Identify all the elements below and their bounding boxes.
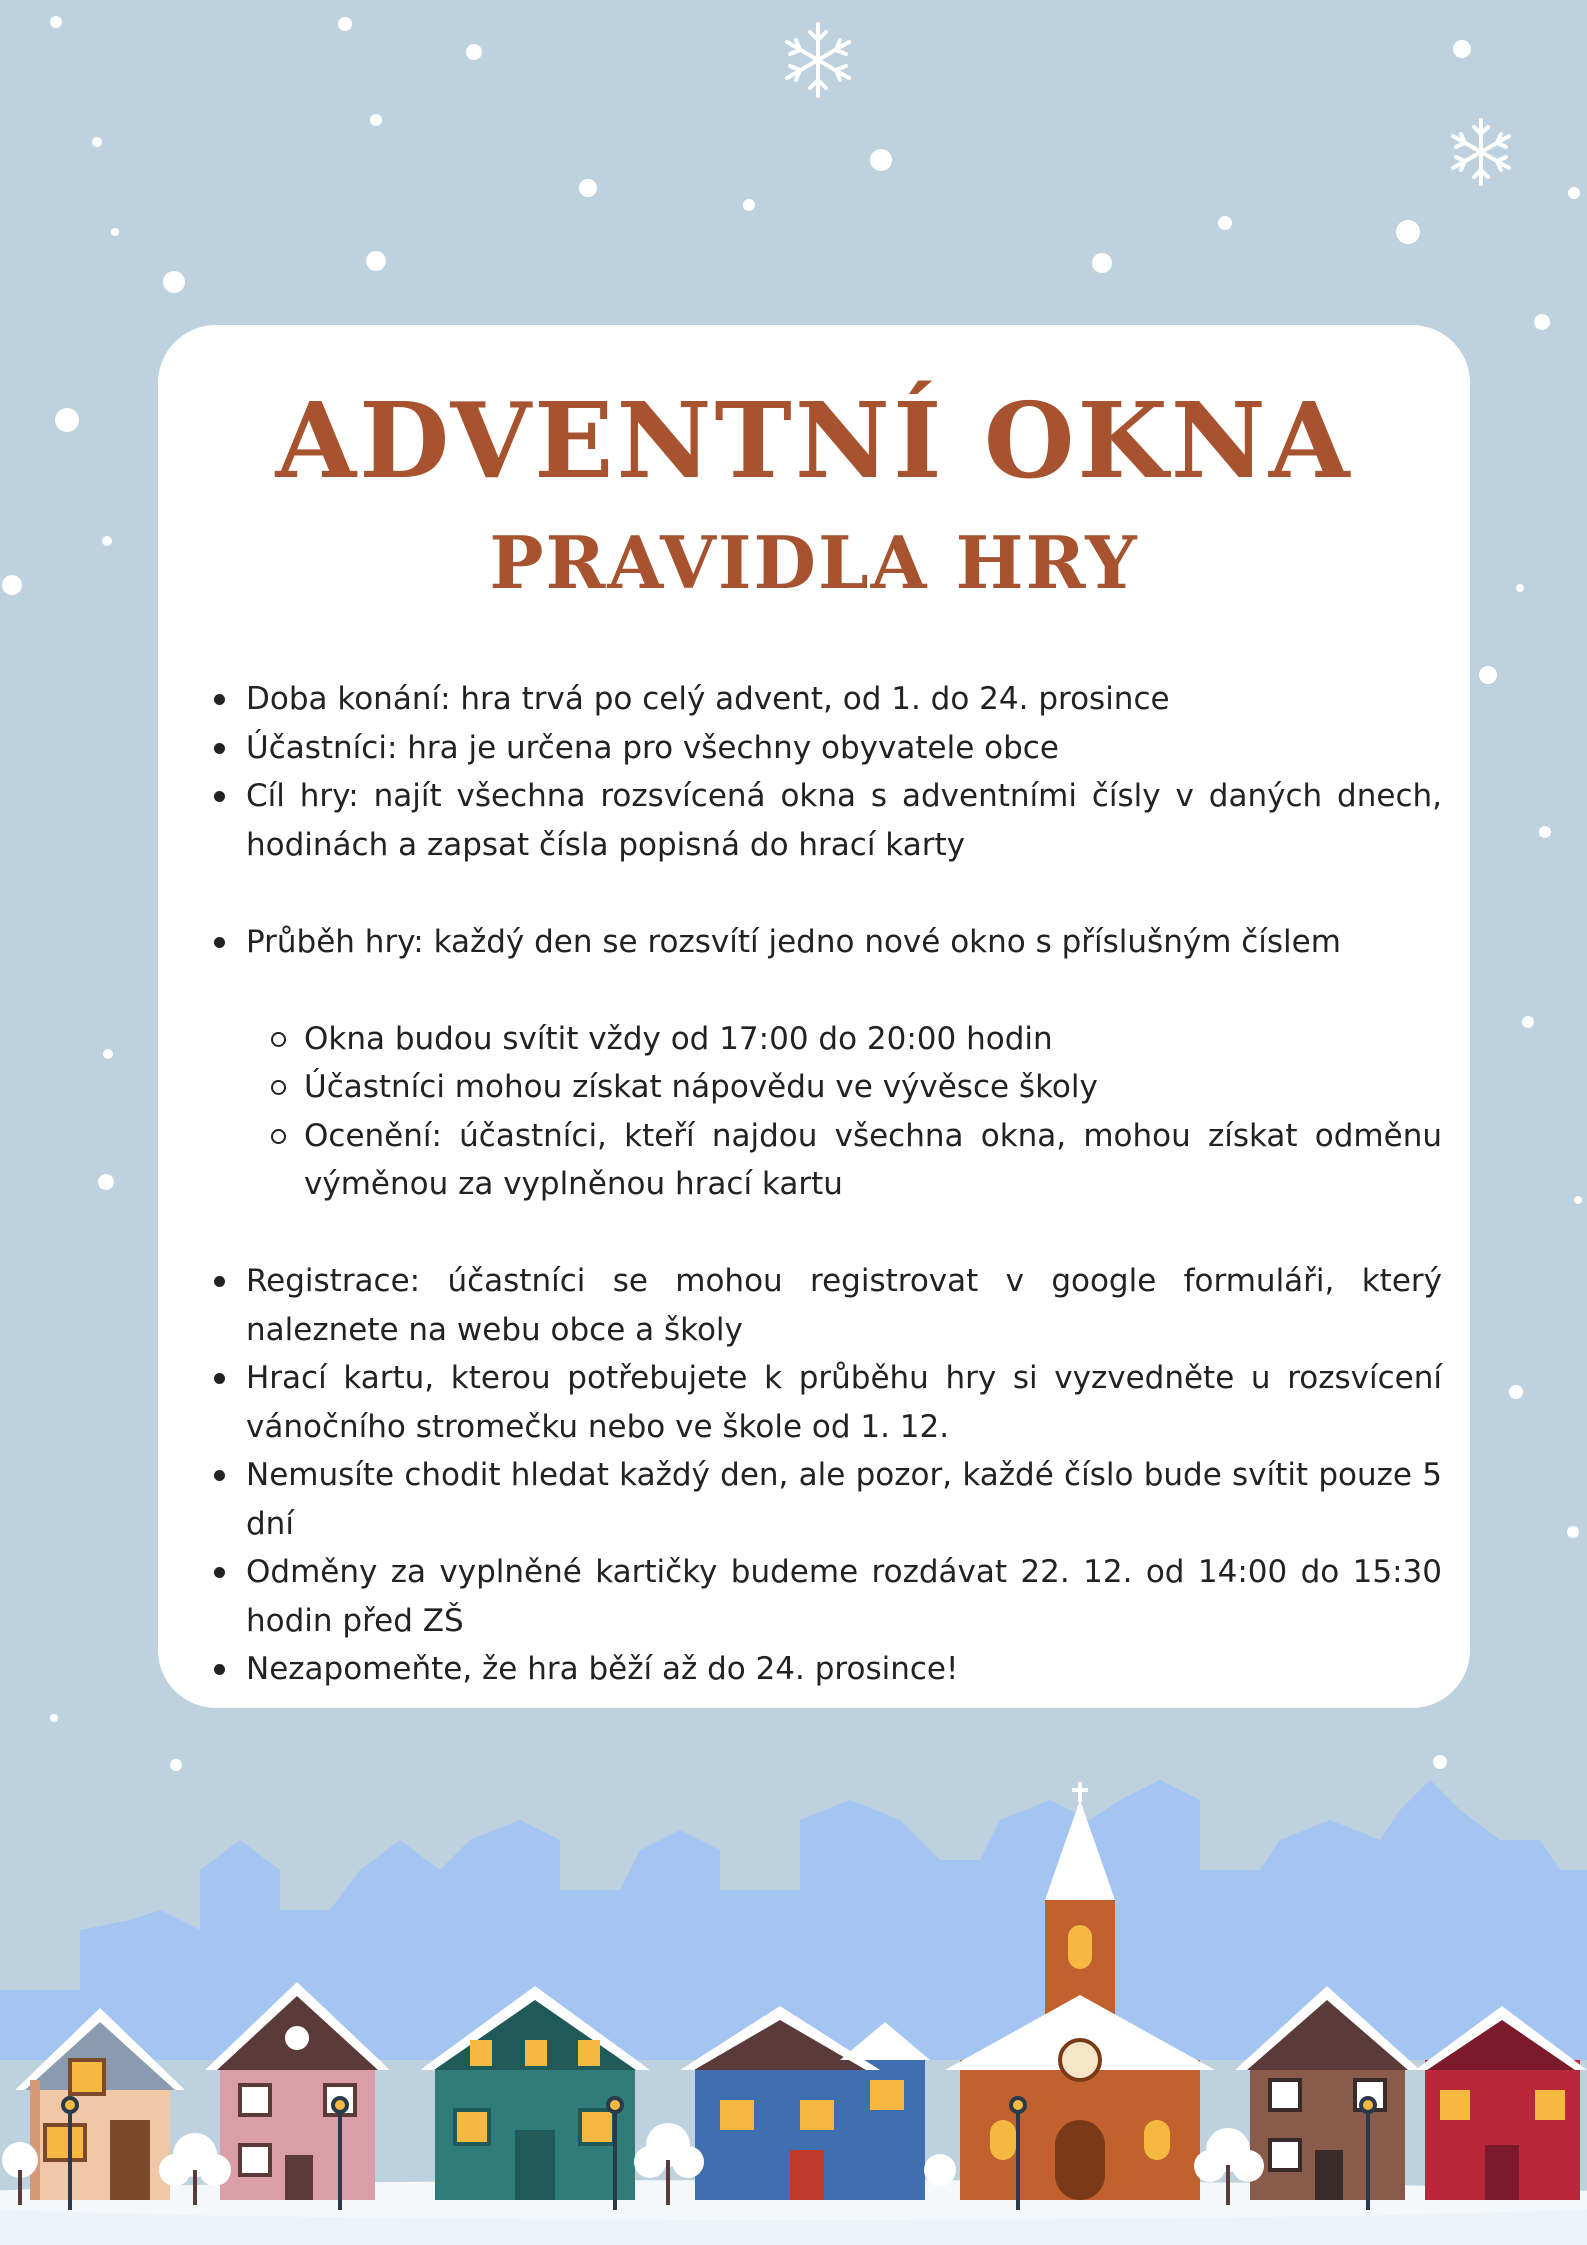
sub-list-item: Účastníci mohou získat nápovědu ve vývěsce školy <box>206 1063 1442 1112</box>
list-item: Průběh hry: každý den se rozsvítí jedno nové okno s příslušným číslem <box>206 918 1442 967</box>
list-item: Nezapomeňte, že hra běží až do 24. prosince! <box>206 1645 1442 1694</box>
winter-village-illustration <box>0 1760 1587 2245</box>
list-item: Účastníci: hra je určena pro všechny obyvatele obce <box>206 724 1442 773</box>
list-item: Nemusíte chodit hledat každý den, ale pozor, každé číslo bude svítit pouze 5 dní <box>206 1451 1442 1548</box>
snowflake-icon <box>787 24 849 96</box>
sub-list-item: Okna budou svítit vždy od 17:00 do 20:00 hodin <box>206 1015 1442 1064</box>
page-title: ADVENTNÍ OKNA <box>275 379 1353 502</box>
sub-list-item: Ocenění: účastníci, kteří najdou všechna okna, mohou získat odměnu výměnou za vyplněnou hrací kartu <box>206 1112 1442 1209</box>
list-item: Doba konání: hra trvá po celý advent, od 1. do 24. prosince <box>206 675 1442 724</box>
list-item: Odměny za vyplněné kartičky budeme rozdávat 22. 12. od 14:00 do 15:30 hodin před ZŠ <box>206 1548 1442 1645</box>
snowflake-icon <box>1453 120 1509 184</box>
list-item: Registrace: účastníci se mohou registrovat v google formuláři, který naleznete na webu obce a školy <box>206 1257 1442 1354</box>
list-item: Cíl hry: najít všechna rozsvícená okna s adventními čísly v daných dnech, hodinách a zapsat čísla popisná do hrací karty <box>206 772 1442 869</box>
list-item: Hrací kartu, kterou potřebujete k průběhu hry si vyzvedněte u rozsvícení vánočního stromečku nebo ve škole od 1. 12. <box>206 1354 1442 1451</box>
rules-list <box>206 675 1442 1694</box>
rules-card <box>158 325 1470 1708</box>
page-subtitle: PRAVIDLA HRY <box>489 520 1139 605</box>
